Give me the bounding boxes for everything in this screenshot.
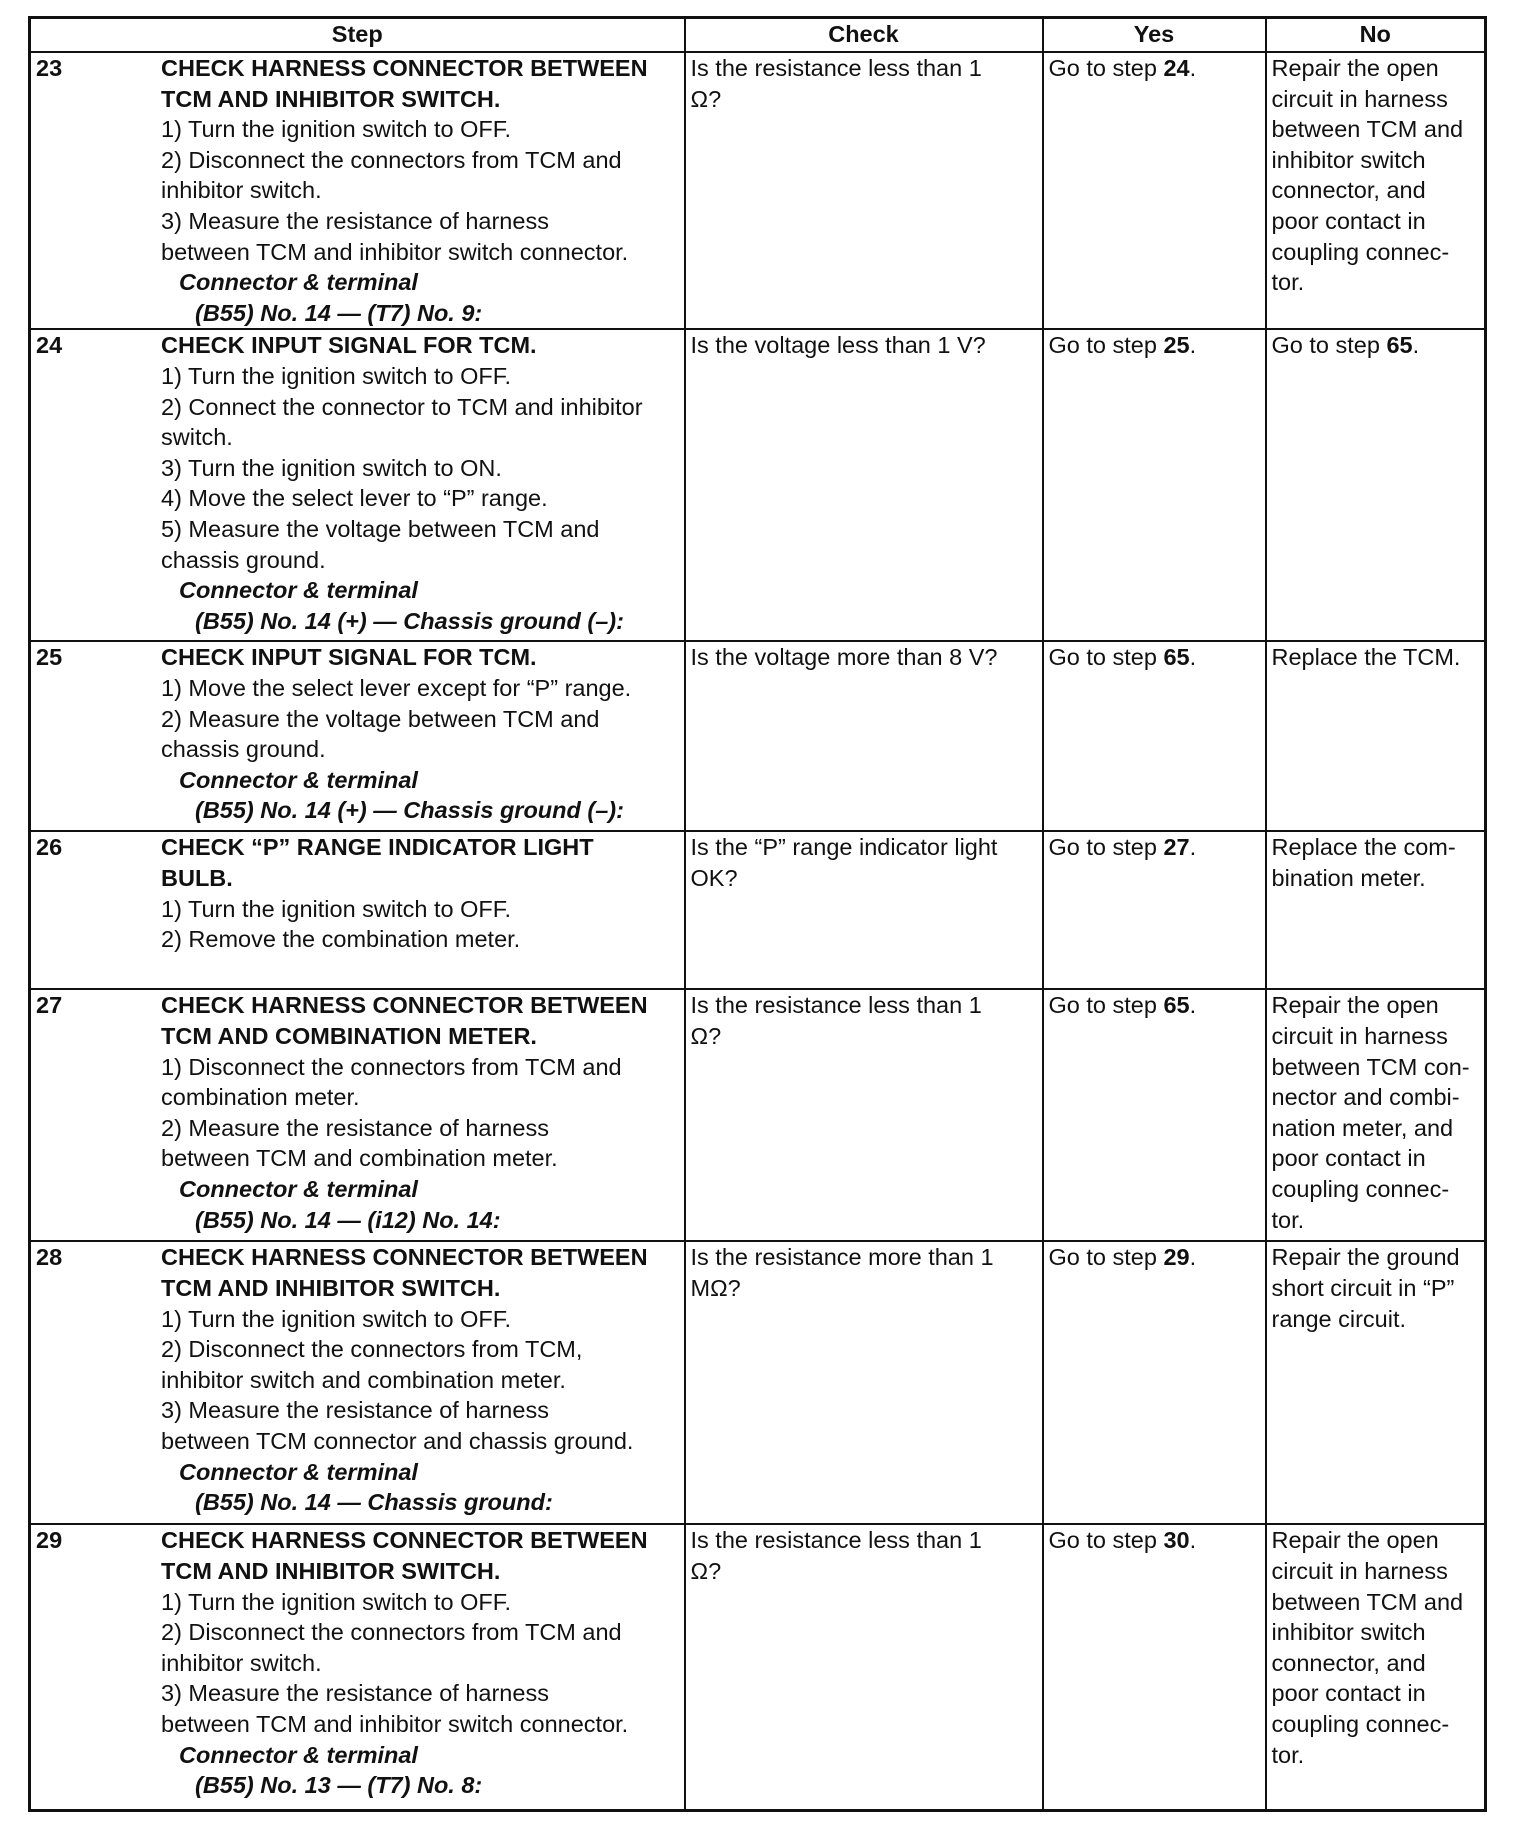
no-line: nector and combi- [1271,1084,1460,1111]
no-line: inhibitor switch [1271,1619,1426,1646]
no-line: tor. [1271,269,1305,296]
connector-terminal-value: (B55) No. 14 (+) — Chassis ground (–): [195,607,624,634]
no-line: tor. [1271,1206,1305,1233]
no-line: Replace the TCM. [1271,644,1461,671]
step-instruction-line: 1) Disconnect the connectors from TCM and [161,1053,622,1080]
check-line: Is the resistance less than 1 [690,55,982,81]
step-number: 28 [36,1244,63,1271]
step-instruction-line: between TCM and inhibitor switch connector. [161,1710,629,1737]
step-title-line: CHECK HARNESS CONNECTOR BETWEEN [161,55,648,81]
step-instruction-line: inhibitor switch. [161,1649,322,1676]
check-line: Is the voltage more than 8 V? [690,644,998,671]
check-line: Is the resistance more than 1 [690,1244,994,1271]
step-wrap [36,642,679,826]
check-line: OK? [690,864,738,891]
step-cell [30,52,685,329]
yes-cell [1043,1524,1266,1810]
no-cell [1266,1241,1486,1524]
yes-goto-number: 30 [1163,1527,1190,1554]
step-wrap [36,330,679,636]
step-instruction-line: between TCM and inhibitor switch connector. [161,238,629,265]
step-instruction-line: 1) Move the select lever except for “P” range. [161,674,632,701]
step-title-line: TCM AND INHIBITOR SWITCH. [161,85,501,112]
yes-goto-prefix: Go to step [1048,1244,1164,1271]
check-cell [685,1241,1043,1524]
no-goto [1272,330,1480,361]
step-body [161,1525,679,1800]
step-cell [30,641,685,831]
step-instruction-line: switch. [161,424,233,451]
no-cell [1266,641,1486,831]
table-body [30,52,1486,1810]
table-row [30,831,1486,989]
no-line: between TCM con- [1271,1053,1470,1080]
yes-goto-number: 27 [1163,834,1190,861]
no-line: inhibitor switch [1271,146,1426,173]
step-title-line: BULB. [161,864,233,891]
check-cell [685,52,1043,329]
step-title-line: TCM AND COMBINATION METER. [161,1022,537,1049]
check-line: Ω? [690,1557,722,1584]
no-goto-prefix: Go to step [1271,332,1387,359]
step-title-line: CHECK HARNESS CONNECTOR BETWEEN [161,1527,648,1554]
check-cell [685,329,1043,641]
step-instruction-line: 1) Turn the ignition switch to OFF. [161,1305,512,1332]
no-cell [1266,1524,1486,1810]
no-cell [1266,52,1486,329]
step-cell [30,1524,685,1810]
step-cell [30,989,685,1241]
connector-label: Connector & terminal [179,1741,418,1768]
no-cell [1266,831,1486,989]
step-instruction-line: chassis ground. [161,736,326,763]
step-title-line: TCM AND INHIBITOR SWITCH. [161,1557,501,1584]
step-body [161,1242,679,1517]
check-cell [685,831,1043,989]
no-line: circuit in harness [1271,85,1448,112]
no-cell [1266,329,1486,641]
table-row [30,641,1486,831]
table-row [30,989,1486,1241]
step-instruction-line: between TCM connector and chassis ground. [161,1427,634,1454]
yes-goto-prefix: Go to step [1048,332,1164,359]
yes-goto-prefix: Go to step [1048,834,1164,861]
check-line: Is the voltage less than 1 V? [690,332,986,359]
yes-goto [1049,1525,1260,1556]
step-number: 26 [36,834,63,861]
step-instruction-line: combination meter. [161,1084,360,1111]
check-line: Ω? [690,85,722,112]
yes-goto-suffix: . [1189,1527,1197,1554]
step-instruction-line: 1) Turn the ignition switch to OFF. [161,895,512,922]
no-line: between TCM and [1271,1588,1464,1615]
check-cell [685,641,1043,831]
no-goto-number: 65 [1386,332,1413,359]
header-no: No [1266,18,1486,53]
yes-goto-suffix: . [1189,1244,1197,1271]
connector-label: Connector & terminal [179,1458,418,1485]
step-body [161,642,679,826]
no-line: coupling connec- [1271,1710,1450,1737]
no-line: coupling connec- [1271,238,1450,265]
step-title-line: CHECK INPUT SIGNAL FOR TCM. [161,332,537,359]
step-number: 25 [36,644,63,671]
no-goto-suffix: . [1412,332,1420,359]
no-line: Repair the ground [1271,1244,1460,1271]
step-instruction-line: 1) Turn the ignition switch to OFF. [161,362,512,389]
step-instruction-line: 5) Measure the voltage between TCM and [161,515,600,542]
step-cell [30,1241,685,1524]
no-line: short circuit in “P” [1271,1274,1455,1301]
header-yes: Yes [1043,18,1266,53]
no-line: connector, and [1271,177,1426,204]
step-title-line: CHECK HARNESS CONNECTOR BETWEEN [161,992,648,1019]
no-line: between TCM and [1271,116,1464,143]
step-cell [30,329,685,641]
step-instruction-line: between TCM and combination meter. [161,1145,558,1172]
step-instruction-line: 3) Measure the resistance of harness [161,207,549,234]
check-line: Is the “P” range indicator light [690,834,998,861]
yes-goto-prefix: Go to step [1048,644,1164,671]
header-row [30,18,1486,53]
yes-goto [1049,642,1260,673]
connector-terminal-value: (B55) No. 13 — (T7) No. 8: [195,1772,483,1799]
step-instruction-line: 2) Disconnect the connectors from TCM, [161,1336,583,1363]
no-line: poor contact in [1271,1145,1426,1172]
step-wrap [36,1525,679,1800]
step-title-line: CHECK INPUT SIGNAL FOR TCM. [161,644,537,671]
yes-goto-suffix: . [1189,992,1197,1019]
step-wrap [36,53,679,328]
step-instruction-line: 3) Turn the ignition switch to ON. [161,454,502,481]
step-instruction-line: inhibitor switch. [161,177,322,204]
no-line: circuit in harness [1271,1557,1448,1584]
yes-goto-prefix: Go to step [1048,1527,1164,1554]
step-body [161,832,679,954]
no-line: Repair the open [1271,1527,1439,1554]
step-instruction-line: 3) Measure the resistance of harness [161,1680,549,1707]
yes-goto-suffix: . [1189,332,1197,359]
header-check: Check [685,18,1043,53]
connector-terminal-value: (B55) No. 14 — Chassis ground: [195,1489,553,1516]
no-line: coupling connec- [1271,1175,1450,1202]
table-row [30,329,1486,641]
step-instruction-line: 2) Disconnect the connectors from TCM and [161,146,622,173]
yes-goto-number: 25 [1163,332,1190,359]
step-instruction-line: 1) Turn the ignition switch to OFF. [161,1588,512,1615]
yes-goto-number: 65 [1163,992,1190,1019]
yes-goto-prefix: Go to step [1048,55,1164,81]
connector-label: Connector & terminal [179,1175,418,1202]
step-instruction-line: 2) Measure the voltage between TCM and [161,705,600,732]
no-line: Repair the open [1271,55,1439,81]
yes-cell [1043,641,1266,831]
no-line: range circuit. [1271,1305,1407,1332]
no-line: tor. [1271,1741,1305,1768]
yes-goto-number: 65 [1163,644,1190,671]
connector-label: Connector & terminal [179,766,418,793]
step-number: 29 [36,1527,63,1554]
yes-goto-number: 24 [1163,55,1190,81]
step-number: 23 [36,55,63,81]
no-line: Repair the open [1271,992,1439,1019]
step-title-line: CHECK HARNESS CONNECTOR BETWEEN [161,1244,648,1271]
table-row [30,52,1486,329]
connector-terminal-value: (B55) No. 14 — (i12) No. 14: [195,1206,501,1233]
table-row [30,1524,1486,1810]
no-line: poor contact in [1271,207,1426,234]
step-instruction-line: chassis ground. [161,546,326,573]
check-line: Ω? [690,1022,722,1049]
step-instruction-line: 2) Remove the combination meter. [161,926,521,953]
no-line: poor contact in [1271,1680,1426,1707]
step-instruction-line: 3) Measure the resistance of harness [161,1397,549,1424]
diagnostic-table [28,16,1487,1812]
table-row [30,1241,1486,1524]
step-instruction-line: inhibitor switch and combination meter. [161,1366,566,1393]
no-line: connector, and [1271,1649,1426,1676]
step-cell [30,831,685,989]
no-cell [1266,989,1486,1241]
yes-cell [1043,989,1266,1241]
step-instruction-line: 2) Connect the connector to TCM and inhibitor [161,393,643,420]
step-number: 24 [36,332,63,359]
step-wrap [36,990,679,1235]
connector-terminal-value: (B55) No. 14 — (T7) No. 9: [195,299,483,326]
yes-goto [1049,330,1260,361]
header-step: Step [30,18,685,53]
step-body [161,330,679,636]
step-body [161,990,679,1235]
check-cell [685,1524,1043,1810]
step-wrap [36,1242,679,1517]
step-wrap [36,832,679,954]
yes-goto [1049,1242,1260,1273]
step-instruction-line: 1) Turn the ignition switch to OFF. [161,116,512,143]
yes-goto-prefix: Go to step [1048,992,1164,1019]
connector-label: Connector & terminal [179,577,418,604]
yes-goto [1049,53,1260,84]
step-body [161,53,679,328]
yes-goto-suffix: . [1189,834,1197,861]
check-line: Is the resistance less than 1 [690,992,982,1019]
yes-goto-suffix: . [1189,55,1197,81]
step-title-line: CHECK “P” RANGE INDICATOR LIGHT [161,834,594,861]
yes-cell [1043,52,1266,329]
step-instruction-line: 2) Measure the resistance of harness [161,1114,549,1141]
no-line: nation meter, and [1271,1114,1454,1141]
no-line: circuit in harness [1271,1022,1448,1049]
yes-cell [1043,329,1266,641]
connector-terminal-value: (B55) No. 14 (+) — Chassis ground (–): [195,797,624,824]
check-cell [685,989,1043,1241]
check-line: MΩ? [690,1274,741,1301]
connector-label: Connector & terminal [179,269,418,296]
no-line: bination meter. [1271,864,1426,891]
step-number: 27 [36,992,63,1019]
check-line: Is the resistance less than 1 [690,1527,982,1554]
yes-cell [1043,831,1266,989]
yes-goto [1049,832,1260,863]
yes-goto-suffix: . [1189,644,1197,671]
step-instruction-line: 2) Disconnect the connectors from TCM and [161,1619,622,1646]
yes-goto [1049,990,1260,1021]
no-line: Replace the com- [1271,834,1456,861]
yes-cell [1043,1241,1266,1524]
yes-goto-number: 29 [1163,1244,1190,1271]
step-title-line: TCM AND INHIBITOR SWITCH. [161,1274,501,1301]
step-instruction-line: 4) Move the select lever to “P” range. [161,485,548,512]
